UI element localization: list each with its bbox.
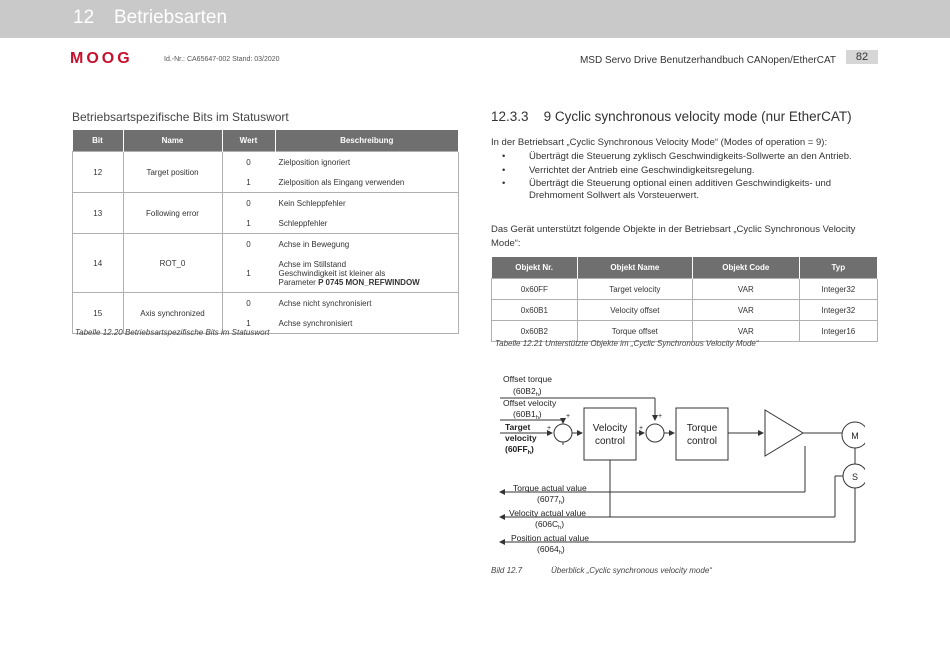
hex-subscript: h [558, 550, 562, 556]
manual-title: MSD Servo Drive Benutzerhandbuch CANopen/EtherCAT [579, 55, 836, 66]
table-cell: VAR [692, 321, 799, 342]
value-cell: 1 [246, 318, 251, 328]
bullet-icon: • [502, 151, 506, 162]
value-cell: 0 [246, 298, 251, 308]
table-row [73, 193, 459, 234]
figure-caption: Überblick „Cyclic synchronous velocity mode“ [551, 566, 712, 575]
close-paren: ) [538, 409, 542, 419]
target-velocity-label-2: velocity [505, 433, 537, 443]
value-cell: 1 [246, 268, 251, 278]
left-section-heading: Betriebsartspezifische Bits im Statuswort [72, 110, 289, 124]
description-cell: Achse synchronisiert [278, 318, 353, 328]
list-item [502, 178, 872, 201]
position-actual-label: Position actual value [511, 533, 589, 543]
column-header-bit: Bit [73, 130, 124, 152]
table-row [73, 234, 459, 293]
code-text: (60B2 [513, 386, 536, 396]
list-item [502, 151, 872, 163]
table-cell: Target velocity [577, 279, 692, 300]
description-cell: Achse in Bewegung [278, 239, 350, 249]
value-cell: 1 [246, 218, 251, 228]
bullet-icon: • [502, 164, 506, 176]
code-text: (6064 [537, 544, 559, 554]
bit-cell: 14 [73, 234, 124, 293]
table-cell: 0x60B1 [492, 300, 578, 321]
description-line: Geschwindigkeit ist kleiner als [278, 268, 386, 278]
hex-subscript: h [535, 392, 539, 398]
motor-label: M [851, 431, 859, 441]
column-header-name: Name [123, 130, 222, 152]
moog-logo: MOOG [70, 50, 133, 67]
name-cell: Target position [123, 152, 222, 193]
torque-actual-code [537, 494, 565, 506]
table-cell: Integer32 [799, 300, 877, 321]
table-caption-right: Tabelle 12.21 Unterstützte Objekte im „Cyclic Synchronous Velocity Mode“ [495, 339, 759, 348]
parameter-name: P 0745 MON_REFWINDOW [318, 277, 420, 287]
sum-junction-velocity [554, 424, 572, 442]
feature-list [502, 151, 872, 203]
velocity-actual-label: Velocity actual value [509, 508, 587, 518]
list-item-text: Überträgt die Steuerung zyklisch Geschwindigkeits-Sollwerte an den Antrieb. [529, 151, 852, 162]
value-cell: 0 [246, 239, 251, 249]
torque-control-label-2: control [686, 436, 718, 447]
name-cell: ROT_0 [123, 234, 222, 293]
description-line: Achse im Stillstand [278, 259, 347, 269]
page-number: 82 [846, 50, 878, 64]
offset-torque-label: Offset torque [503, 374, 552, 384]
sensor-label: S [851, 472, 859, 482]
position-actual-code [537, 544, 565, 556]
list-item-text: Überträgt die Steuerung optional einen additiven Geschwindigkeits- und Drehmoment Sollwert als Vorsteuerwert. [529, 178, 832, 201]
name-cell: Axis synchronized [123, 293, 222, 334]
table-row [492, 279, 878, 300]
offset-torque-code [513, 386, 542, 398]
torque-control-block [676, 408, 728, 460]
section-heading [491, 109, 852, 124]
column-header-wert: Wert [222, 130, 275, 152]
column-header-beschreibung: Beschreibung [275, 130, 459, 152]
column-header-object-code: Objekt Code [692, 257, 799, 279]
close-paren: ) [531, 444, 534, 454]
target-velocity-code [505, 444, 534, 456]
hex-subscript: h [527, 450, 532, 456]
bullet-icon: • [502, 178, 506, 189]
code-text: (60B1 [513, 409, 536, 419]
intro-text: In der Betriebsart „Cyclic Synchronous Velocity Mode“ (Modes of operation = 9): [491, 137, 828, 148]
table-cell: Integer32 [799, 279, 877, 300]
section-number: 12.3.3 [491, 109, 529, 124]
bit-cell: 12 [73, 152, 124, 193]
list-item [502, 165, 872, 177]
torque-actual-label: Torque actual value [513, 483, 587, 493]
velocity-control-label-1: Velocity [592, 423, 628, 434]
velocity-actual-code [535, 519, 564, 531]
value-cell: 0 [246, 157, 251, 167]
plus-sign-torque: + [658, 413, 663, 420]
table-row [492, 300, 878, 321]
table-row [73, 152, 459, 193]
table-cell: Velocity offset [577, 300, 692, 321]
table-cell: VAR [692, 300, 799, 321]
status-bits-table [72, 130, 459, 334]
code-text: (606C [535, 519, 559, 529]
table-cell: Integer16 [799, 321, 877, 342]
sum-junction-torque [646, 424, 664, 442]
value-description-cell [222, 234, 459, 293]
description-cell: Kein Schleppfehler [278, 198, 346, 208]
value-description-cell [222, 152, 459, 193]
code-text: (60FF [505, 444, 528, 454]
offset-velocity-code [513, 409, 542, 421]
table-header-row [492, 257, 878, 279]
name-cell: Following error [123, 193, 222, 234]
column-header-object-nr: Objekt Nr. [492, 257, 578, 279]
table-caption-left: Tabelle 12.20 Betriebsartspezifische Bits im Statuswort [75, 328, 270, 337]
value-cell: 0 [246, 198, 251, 208]
bit-cell: 13 [73, 193, 124, 234]
velocity-control-label-2: control [594, 436, 626, 447]
description-cell: Zielposition ignoriert [278, 157, 351, 167]
velocity-control-block [584, 408, 636, 460]
column-header-object-name: Objekt Name [577, 257, 692, 279]
torque-control-label-1: Torque [686, 423, 718, 434]
description-cell: Schleppfehler [278, 218, 328, 228]
objects-intro-text: Das Gerät unterstützt folgende Objekte in der Betriebsart „Cyclic Synchronous Velocity Mode“: [491, 224, 856, 249]
plus-sign-target: + [547, 425, 552, 432]
document-id: Id.-Nr.: CA65647-002 Stand: 03/2020 [164, 56, 280, 63]
column-header-type: Typ [799, 257, 877, 279]
list-item-text: Verrichtet der Antrieb eine Geschwindigkeitsregelung. [529, 164, 755, 176]
table-cell: 0x60FF [492, 279, 578, 300]
description-cell: Achse nicht synchronisiert [278, 298, 372, 308]
target-velocity-label-1: Target [505, 422, 531, 432]
objects-table [491, 257, 878, 342]
chapter-title: Betriebsarten [114, 7, 228, 28]
bit-cell: 15 [73, 293, 124, 334]
close-paren: ) [561, 544, 565, 554]
close-paren: ) [561, 519, 565, 529]
close-paren: ) [561, 494, 565, 504]
value-cell: 1 [246, 177, 251, 187]
table-cell: VAR [692, 279, 799, 300]
hex-subscript: h [535, 415, 539, 421]
offset-velocity-label: Offset velocity [503, 398, 557, 408]
code-text: (6077 [537, 494, 559, 504]
table-cell: Torque offset [577, 321, 692, 342]
table-cell: 0x60B2 [492, 321, 578, 342]
plus-sign-control: + [639, 425, 644, 432]
hex-subscript: h [558, 500, 562, 506]
description-line: Parameter [278, 277, 319, 287]
table-header-row [73, 130, 459, 152]
description-cell [275, 254, 459, 292]
close-paren: ) [538, 386, 542, 396]
hex-subscript: h [558, 525, 562, 531]
chapter-number: 12 [73, 7, 95, 28]
figure-label: Bild 12.7 [491, 566, 523, 575]
value-description-cell [222, 193, 459, 234]
plus-sign-velocity: + [566, 413, 571, 420]
section-title: 9 Cyclic synchronous velocity mode (nur EtherCAT) [543, 109, 852, 124]
control-block-diagram [495, 370, 865, 560]
description-cell: Zielposition als Eingang verwenden [278, 177, 405, 187]
amplifier-triangle [765, 410, 803, 456]
